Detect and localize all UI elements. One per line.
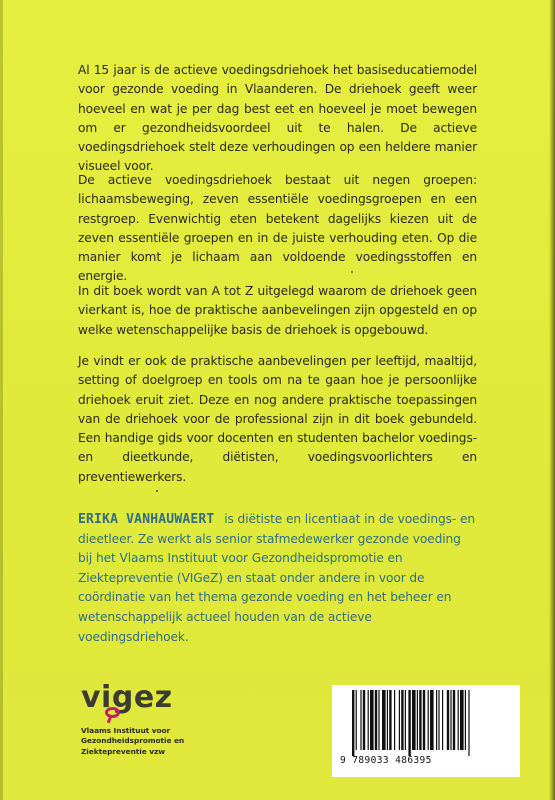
logo-ring-icon	[105, 707, 120, 718]
print-speck	[351, 271, 353, 273]
author-bio	[78, 510, 478, 647]
logo-wordmark-text: vigez	[81, 680, 173, 715]
paragraph-groups: De actieve voedingsdriehoek bestaat uit negen groepen: lichaamsbeweging, zeven essentiële voedingsgroepen en een restgroep. Evenwichtig eten betekent dagelijks kiezen uit de zeven essentiële groepen en in de juiste verhouding eten. Op die manier komt je lichaam aan voldoende voedingsstoffen en energie.	[78, 173, 477, 284]
paragraph-recommendations: Je vindt er ook de praktische aanbevelingen per leeftijd, maaltijd, setting of doelgroep en tools om na te gaan hoe je persoonlijke driehoek eruit ziet. Deze en nog andere praktische toepassingen van de driehoek voor de professional zijn in dit boek gebundeld. Een handige gids voor docenten en studenten bachelor voedings- en dieetkunde, diëtisten, voedingsvoorlichters en preventiewerkers.	[78, 354, 477, 484]
paragraph-explanation: In dit boek wordt van A tot Z uitgelegd waarom de driehoek geen vierkant is, hoe de praktische aanbevelingen zijn opgesteld en op welke wetenschappelijke basis de driehoek is opgebouwd.	[78, 284, 477, 337]
logo-caption-line: Gezondheidspromotie en	[81, 736, 185, 746]
logo-caption	[81, 726, 221, 757]
vigez-logo	[81, 682, 221, 757]
isbn-barcode	[332, 685, 520, 777]
isbn-number: 9 789033 486395	[340, 755, 432, 766]
author-name: ERIKA VANHAUWAERT	[78, 512, 215, 527]
print-speck	[156, 490, 158, 492]
paragraph-intro: Al 15 jaar is de actieve voedingsdriehoek het basiseducatiemodel voor gezonde voeding in Vlaanderen. De driehoek geeft weer hoeveel en wat je per dag best eet en hoeveel je moet bewegen om er gezondheidsvoordeel uit te halen. De actieve voedingsdriehoek stelt deze verhoudingen op een heldere manier visueel voor.	[78, 63, 477, 174]
right-edge-shadow	[549, 0, 555, 800]
logo-caption-line: Ziektepreventie vzw	[81, 746, 166, 756]
logo-tail-icon	[107, 716, 112, 724]
left-edge-shadow	[0, 0, 3, 800]
logo-caption-line: Vlaams Instituut voor	[81, 726, 171, 735]
barcode-bars	[350, 690, 510, 756]
logo-wordmark	[81, 682, 221, 716]
author-bio-text: is diëtiste en licentiaat in de voedings- en dieetleer. Ze werkt als senior stafmedewerker gezonde voeding bij het Vlaams Instituut voor Gezondheidspromotie en Ziektepreventie (VIGeZ) en staat onder andere in voor de coördinatie van het thema gezonde voeding en het beheer en wetenschappelijk actueel houden van de actieve voedingsdriehoek.	[78, 512, 475, 644]
